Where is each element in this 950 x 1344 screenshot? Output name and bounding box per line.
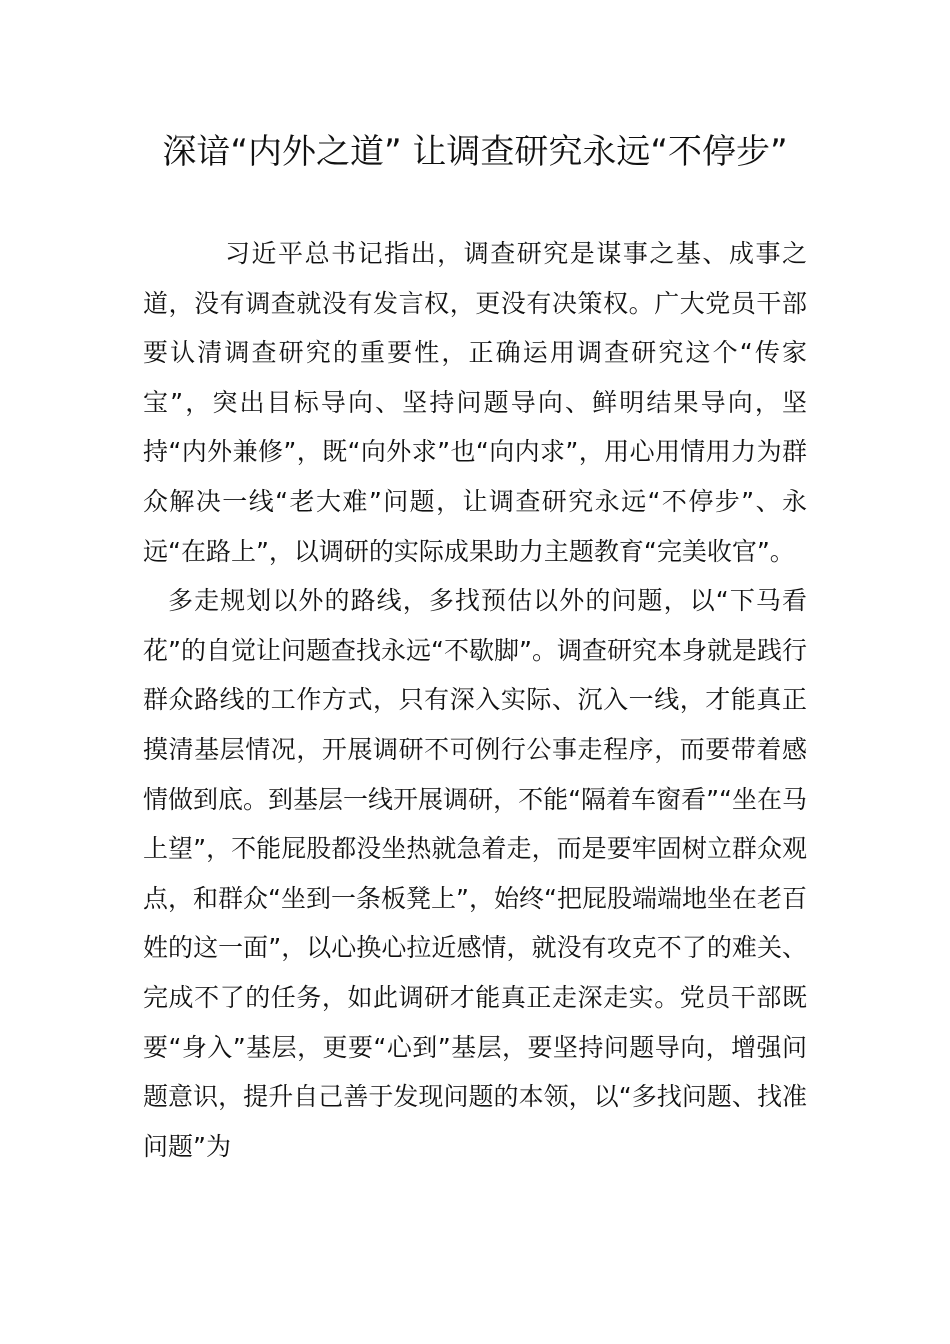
paragraph-intro: 习近平总书记指出，调查研究是谋事之基、成事之道，没有调查就没有发言权，更没有决策权。广大党员干部要认清调查研究的重要性，正确运用调查研究这个“传家宝”，突出目标导向、坚持问题导向、鲜明结果导向，坚持“内外兼修”，既“向外求”也“向内求”，用心用情用力为群众解决一线“老大难”问题，让调查研究永远“不停步”、永远“在路上”，以调研的实际成果助力主题教育“完美收官”。 [143, 239, 807, 566]
document-title: 深谙“内外之道” 让调查研究永远“不停步” [162, 132, 788, 172]
document-body [143, 229, 807, 1171]
paragraph-section-one: 多走规划以外的路线，多找预估以外的问题，以“下马看花”的自觉让问题查找永远“不歇脚”。调查研究本身就是践行群众路线的工作方式，只有深入实际、沉入一线，才能真正摸清基层情况，开展调研不可例行公事走程序，而要带着感情做到底。到基层一线开展调研，不能“隔着车窗看”“坐在马上望”，不能屁股都没坐热就急着走，而是要牢固树立群众观点，和群众“坐到一条板凳上”，始终“把屁股端端地坐在老百姓的这一面”，以心换心拉近感情，就没有攻克不了的难关、完成不了的任务，如此调研才能真正走深走实。党员干部既要“身入”基层，更要“心到”基层，要坚持问题导向，增强问题意识，提升自己善于发现问题的本领，以“多找问题、找准问题”为 [143, 586, 807, 1161]
